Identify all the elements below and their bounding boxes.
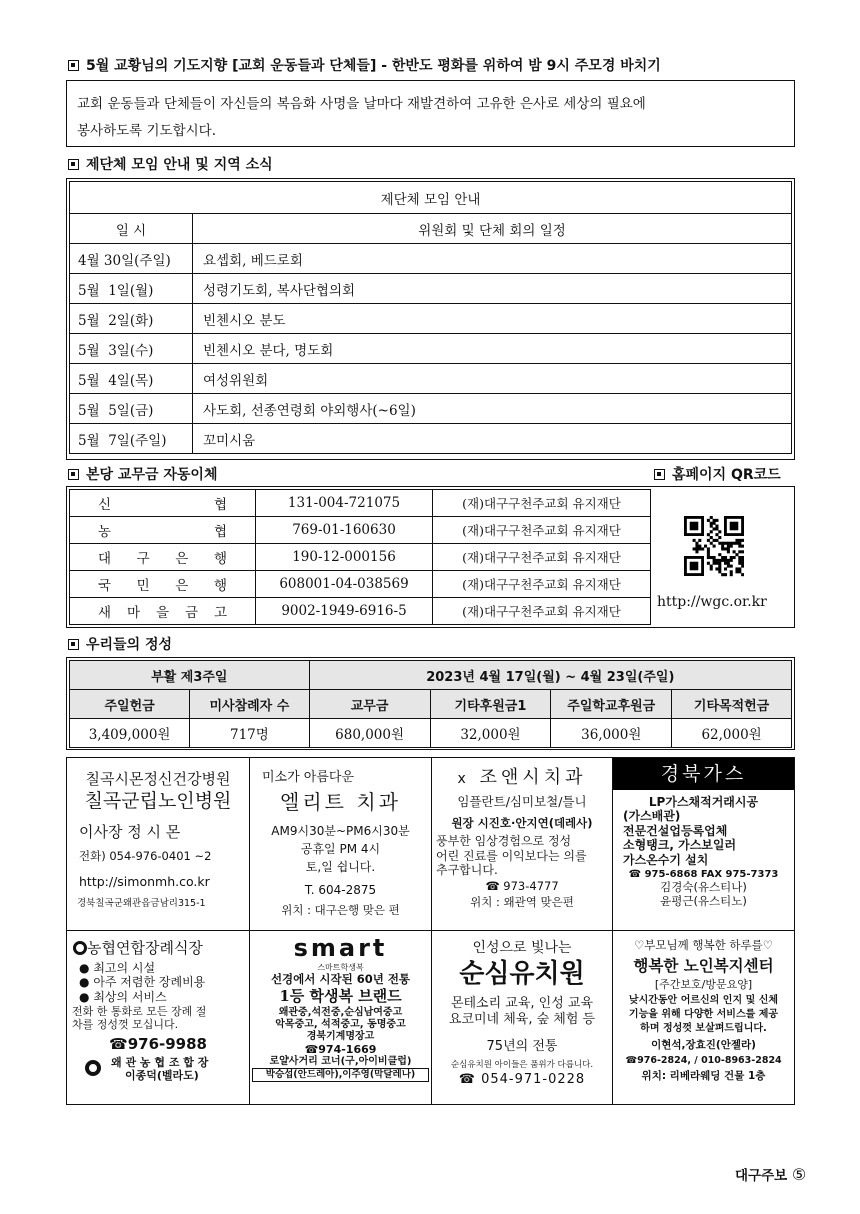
footer <box>735 1164 806 1184</box>
gas-name: 경북가스 <box>613 758 794 790</box>
joan-phone: ☎ 973-4777 <box>485 878 559 893</box>
joan-location: 위치 : 왜관역 맞은편 <box>470 895 574 910</box>
elite-hours: AM9시30분~PM6시30분 <box>271 823 410 838</box>
prayer-box <box>66 80 795 147</box>
offering-header: 기타목적헌금 <box>672 690 792 719</box>
funeral-phone: ☎976-9988 <box>109 1034 207 1053</box>
offering-header: 기타후원금1 <box>430 690 551 719</box>
funeral-org: 왜 관 농 협 조 합 장 <box>111 1055 209 1069</box>
simon-phone: 전화) 054-976-0401 ~2 <box>79 848 212 863</box>
elite-line-4: 토,일 쉽니다. <box>305 860 376 875</box>
bank-account[interactable]: 608001-04-038569 <box>256 571 433 598</box>
prayer-section-title: 5월 교황님의 기도지향 [교회 운동들과 단체들] - 한반도 평화를 위하여 밤 9시 주모경 바치기 <box>68 55 661 75</box>
gas-person-1: 김경숙(유스티나) <box>660 879 747 894</box>
joan-name: ⅹ 조앤시치과 <box>457 767 587 788</box>
meeting-row <box>70 424 792 454</box>
meeting-schedule: 성령기도회, 복사단협의회 <box>193 274 792 304</box>
col-date-header: 일 시 <box>70 214 193 244</box>
gas-line-4: 소형탱크, 가스보일러 <box>623 838 737 853</box>
simon-address: 경북칠곡군왜관읍금남리315-1 <box>77 897 206 909</box>
bank-name: 신 협 <box>70 490 256 517</box>
joan-line-2: 원장 시진호·안지연(데레사) <box>451 815 593 830</box>
bullet-icon: ● <box>79 975 90 990</box>
senior-line-3: 낮시간동안 어르신의 인지 및 신체 <box>628 994 779 1006</box>
ad-soonsim-kindergarten[interactable] <box>432 931 612 1104</box>
nh-logo-icon <box>85 1060 101 1076</box>
meeting-schedule: 꼬미시움 <box>193 424 792 454</box>
offering-value: 680,000원 <box>309 719 430 748</box>
tooth-icon: ⅹ <box>457 771 470 787</box>
joan-line-4: 어린 진료를 이익보다는 의를 <box>436 848 587 863</box>
senior-line-2: [주간보호/방문요양] <box>654 978 753 992</box>
offering-header: 주일학교후원금 <box>551 690 672 719</box>
square-bullet-icon <box>68 639 79 650</box>
smart-address: 로얄사거리 코너(구,아이비클럽) <box>269 1056 412 1068</box>
meeting-date: 4월 30일(주일) <box>70 244 193 274</box>
square-bullet-icon <box>68 469 79 480</box>
homepage-url[interactable]: http://wgc.or.kr <box>657 594 767 610</box>
meeting-row <box>70 394 792 424</box>
kinder-phone: ☎ 054-971-0228 <box>458 1071 586 1087</box>
meetings-section-title: 제단체 모임 안내 및 지역 소식 <box>68 154 273 174</box>
bank-name: 새 마 을 금 고 <box>70 598 256 625</box>
offering-header: 주일헌금 <box>70 690 190 719</box>
bank-row <box>70 571 651 598</box>
gas-phone: ☎ 975-6868 FAX 975-7373 <box>628 868 779 880</box>
elite-line-3: 공휴일 PM 4시 <box>300 841 381 856</box>
elite-line-1: 미소가 아름다운 <box>262 770 355 785</box>
offering-header: 교무금 <box>309 690 430 719</box>
ads-frame <box>66 757 795 1105</box>
meeting-row <box>70 364 792 394</box>
meeting-date: 5월 2일(화) <box>70 304 193 334</box>
meeting-row <box>70 274 792 304</box>
elite-name: 엘리트 치과 <box>280 789 401 814</box>
senior-line-5: 하며 정성껏 보살펴드립니다. <box>640 1022 767 1034</box>
funeral-line-2: 차를 정성껏 모십니다. <box>72 1018 179 1032</box>
joan-line-5: 추구합니다. <box>436 863 498 878</box>
meeting-schedule: 빈첸시오 분도 <box>193 304 792 334</box>
senior-phone: ☎976-2824, / 010-8963-2824 <box>625 1055 782 1067</box>
bank-row <box>70 544 651 571</box>
bank-account[interactable]: 9002-1949-6916-5 <box>256 598 433 625</box>
smart-phone: ☎974-1669 <box>304 1043 377 1057</box>
meetings-frame <box>66 178 795 460</box>
banking-frame <box>66 486 795 628</box>
ad-joan-dental[interactable] <box>432 758 612 930</box>
offering-table <box>69 660 792 748</box>
funeral-bullet-1: ● 최고의 시설 <box>79 961 156 975</box>
meetings-table <box>69 181 792 454</box>
meeting-date: 5월 3일(수) <box>70 334 193 364</box>
smart-logo: smart <box>293 934 388 962</box>
square-bullet-icon <box>68 60 79 71</box>
qr-section-title: 홈페이지 QR코드 <box>654 464 781 484</box>
kinder-line-5: 순심유치원 아이들은 품위가 다릅니다. <box>450 1059 594 1070</box>
bank-row <box>70 490 651 517</box>
bullet-icon: ● <box>79 989 90 1004</box>
bank-holder: (재)대구구천주교회 유지재단 <box>433 490 651 517</box>
gas-line-3: 전문건설업등록업체 <box>623 823 728 838</box>
kinder-line-1: 인성으로 빛나는 <box>472 940 572 956</box>
bank-holder: (재)대구구천주교회 유지재단 <box>433 544 651 571</box>
offering-value: 32,000원 <box>430 719 551 748</box>
bank-holder: (재)대구구천주교회 유지재단 <box>433 598 651 625</box>
square-bullet-icon <box>68 159 79 170</box>
offering-value: 62,000원 <box>672 719 792 748</box>
meeting-row <box>70 334 792 364</box>
simon-web[interactable]: http://simonmh.co.kr <box>79 873 210 889</box>
elite-location: 위치 : 대구은행 맞은 편 <box>281 903 400 918</box>
bank-name: 농 협 <box>70 517 256 544</box>
prayer-line-1: 교회 운동들과 단체들이 자신들의 복음화 사명을 날마다 재발견하여 고유한 은사로 세상의 필요에 <box>77 96 646 112</box>
funeral-org-block <box>67 1056 249 1082</box>
funeral-name: 농협연합장례식장 <box>67 939 249 957</box>
qr-code-icon <box>684 505 744 587</box>
offering-header: 미사참례자 수 <box>190 690 309 719</box>
banking-table <box>69 489 651 625</box>
bank-holder: (재)대구구천주교회 유지재단 <box>433 571 651 598</box>
bank-holder: (재)대구구천주교회 유지재단 <box>433 517 651 544</box>
meeting-schedule: 여성위원회 <box>193 364 792 394</box>
footer-page-number: ⑤ <box>791 1165 807 1184</box>
meeting-date: 5월 7일(주일) <box>70 424 193 454</box>
bank-row <box>70 517 651 544</box>
simon-line-1: 칠곡시몬정신건강병원 <box>85 770 231 788</box>
simon-line-2: 칠곡군립노인병원 <box>84 790 232 812</box>
kinder-line-4: 75년의 전통 <box>486 1039 558 1055</box>
joan-line-3: 풍부한 임상경험으로 정성 <box>436 834 572 849</box>
meeting-date: 5월 4일(목) <box>70 364 193 394</box>
offering-value: 36,000원 <box>551 719 672 748</box>
meeting-schedule: 요셉회, 베드로회 <box>193 244 792 274</box>
gas-line-1: LP가스채적거래시공 <box>648 795 759 809</box>
offering-value: 717명 <box>190 719 309 748</box>
funeral-line-1: 전화 한 통화로 모든 장례 절 <box>72 1005 207 1019</box>
offering-period: 2023년 4월 17일(월) ~ 4월 23일(주일) <box>309 661 791 690</box>
meeting-schedule: 빈첸시오 분다, 명도회 <box>193 334 792 364</box>
bank-name: 국 민 은 행 <box>70 571 256 598</box>
smart-people: 박승섭(안드레아),이주영(막달레나) <box>252 1068 429 1081</box>
prayer-line-2: 봉사하도록 기도합시다. <box>77 123 216 139</box>
ad-smart-uniform[interactable] <box>250 931 431 1104</box>
offering-value: 3,409,000원 <box>70 719 190 748</box>
offering-section-title: 우리들의 정성 <box>68 634 172 654</box>
meeting-schedule: 사도회, 선종연령회 야외행사(~6일) <box>193 394 792 424</box>
smart-line-1: 선경에서 시작된 60년 전통 <box>270 972 411 987</box>
ad-elite-dental[interactable] <box>250 758 431 930</box>
meeting-row <box>70 304 792 334</box>
gas-line-5: 가스온수기 설치 <box>623 852 709 867</box>
smart-line-2: 1등 학생복 브랜드 <box>279 987 402 1006</box>
ad-gyeongbuk-gas[interactable] <box>613 758 794 930</box>
kinder-name: 순심유치원 <box>459 958 585 989</box>
smart-line-3: 왜관중,석전중,순심남여중고 <box>278 1007 403 1019</box>
kinder-line-2: 몬테소리 교육, 인성 교육 <box>450 995 594 1011</box>
senior-location: 위치: 리베라웨딩 건물 1층 <box>641 1069 766 1082</box>
gas-line-2: (가스배관) <box>623 809 681 824</box>
smart-line-4: 악목중고, 석적중고, 동명중고 <box>275 1019 406 1031</box>
bank-name: 대 구 은 행 <box>70 544 256 571</box>
nh-logo-icon <box>73 941 87 955</box>
banking-section-title: 본당 교무금 자동이체 <box>68 464 217 484</box>
ad-funeral-hall[interactable] <box>67 931 249 1104</box>
ad-simon-hospital[interactable] <box>67 758 249 930</box>
square-bullet-icon <box>654 469 665 480</box>
gas-person-2: 윤평근(유스티노) <box>660 893 747 908</box>
simon-director: 이사장 정 시 몬 <box>79 822 181 841</box>
qr-code[interactable] <box>684 505 744 587</box>
joan-line-1: 임플란트/심미보철/틀니 <box>457 793 587 809</box>
bank-account[interactable]: 190-12-000156 <box>256 544 433 571</box>
meeting-row <box>70 244 792 274</box>
senior-line-1: ♡부모님께 행복한 하루를♡ <box>633 938 774 952</box>
ad-senior-welfare[interactable] <box>613 931 794 1104</box>
funeral-person: 이종덕(벨라도) <box>125 1068 199 1082</box>
senior-line-4: 기능을 위해 다양한 서비스를 제공 <box>628 1008 779 1020</box>
meeting-date: 5월 1일(월) <box>70 274 193 304</box>
senior-name: 행복한 노인복지센터 <box>633 956 774 975</box>
smart-sub: 스마트학생복 <box>317 962 364 972</box>
bank-row <box>70 598 651 625</box>
kinder-line-3: 요코미네 체육, 숲 체험 등 <box>448 1011 596 1027</box>
col-schedule-header: 위원회 및 단체 회의 일정 <box>193 214 792 244</box>
bullet-icon: ● <box>79 961 90 975</box>
senior-people: 이현석,장효진(안젤라) <box>651 1038 756 1051</box>
smart-line-5: 경북기계명장고 <box>306 1031 375 1043</box>
bank-account[interactable]: 131-004-721075 <box>256 490 433 517</box>
meeting-date: 5월 5일(금) <box>70 394 193 424</box>
funeral-bullet-2: ● 아주 저렴한 장례비용 <box>79 975 206 990</box>
funeral-bullet-3: ● 최상의 서비스 <box>79 989 167 1004</box>
offering-week: 부활 제3주일 <box>70 661 310 690</box>
footer-label: 대구주보 <box>735 1168 788 1184</box>
meetings-table-title: 제단체 모임 안내 <box>70 182 792 214</box>
bank-account[interactable]: 769-01-160630 <box>256 517 433 544</box>
elite-phone: T. 604-2875 <box>304 882 377 897</box>
offering-frame <box>66 657 795 750</box>
